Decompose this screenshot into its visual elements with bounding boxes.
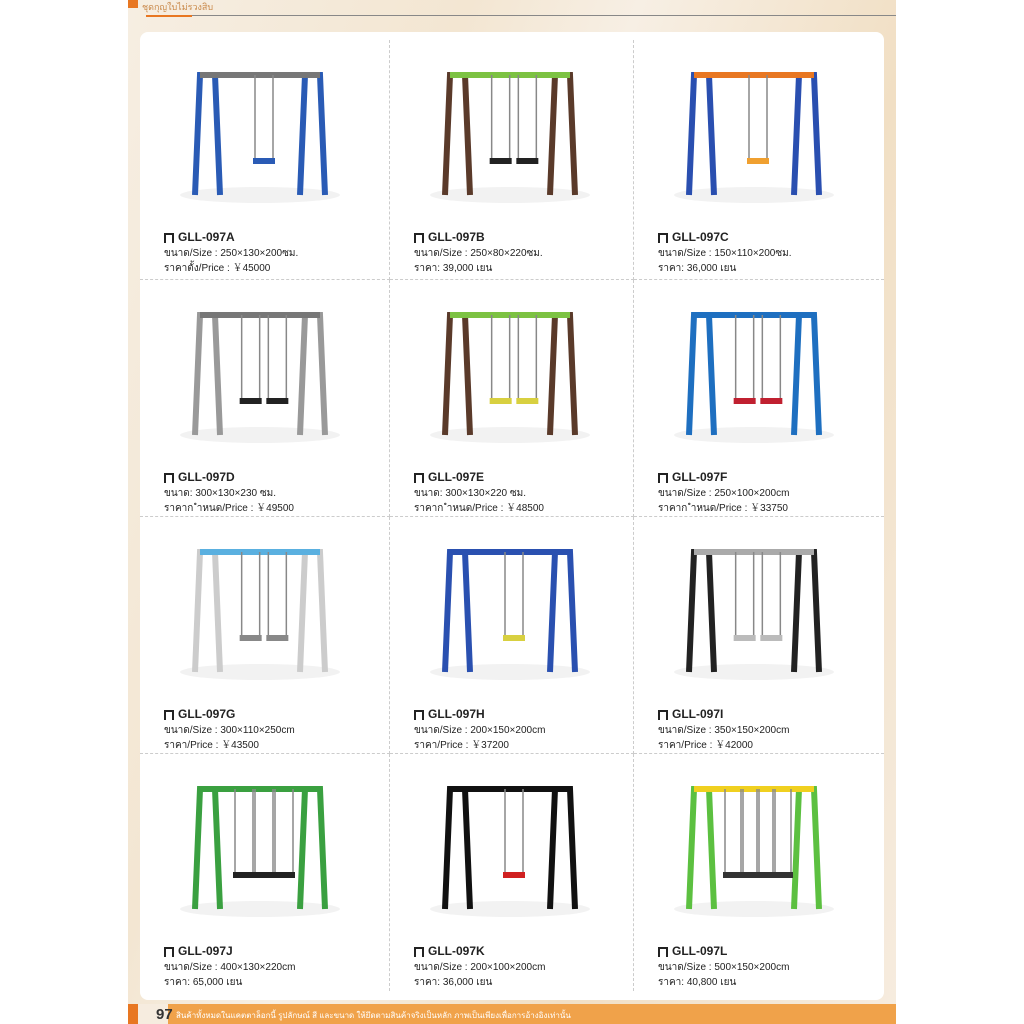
- product-info: [414, 470, 544, 516]
- swing-icon: [414, 710, 424, 720]
- product-code: GLL-097K: [428, 944, 485, 958]
- product-code: GLL-097D: [178, 470, 235, 484]
- product-price: ราคาก ําหนด/Price : ￥33750: [658, 503, 788, 514]
- product-code: GLL-097B: [428, 230, 485, 244]
- product-code: GLL-097F: [672, 470, 728, 484]
- swing-image: [664, 290, 844, 450]
- header-divider: [146, 15, 896, 16]
- product-card: [140, 32, 884, 1000]
- product-item: [140, 40, 390, 280]
- swing-icon: [658, 947, 668, 957]
- product-item: [634, 754, 884, 991]
- product-price: ราคา/Price : ￥37200: [414, 740, 509, 751]
- product-size: ขนาด/Size : 150×110×200ซม.: [658, 248, 792, 259]
- product-info: [414, 707, 545, 753]
- swing-icon: [658, 710, 668, 720]
- swing-image: [170, 290, 350, 450]
- swing-icon: [658, 473, 668, 483]
- swing-image: [420, 50, 600, 210]
- catalog-page: [128, 0, 896, 1024]
- product-size: ขนาด/Size : 200×100×200cm: [414, 962, 546, 973]
- product-info: [414, 230, 543, 276]
- product-size: ขนาด: 300×130×220 ซม.: [414, 488, 527, 499]
- swing-image: [420, 764, 600, 924]
- swing-image: [664, 527, 844, 687]
- product-code: GLL-097H: [428, 707, 485, 721]
- product-price: ราคา/Price : ￥43500: [164, 740, 259, 751]
- product-price: ราคา: 36,000 เยน: [658, 263, 737, 274]
- product-info: [164, 944, 295, 990]
- product-item: [634, 517, 884, 754]
- footer: [128, 1004, 896, 1024]
- product-item: [140, 280, 390, 517]
- product-size: ขนาด/Size : 250×80×220ซม.: [414, 248, 543, 259]
- swing-icon: [164, 947, 174, 957]
- product-size: ขนาด/Size : 250×130×200ซม.: [164, 248, 299, 259]
- product-item: [140, 517, 390, 754]
- product-price: ราคา: 65,000 เยน: [164, 977, 243, 988]
- header-title: ชุดกุญใบไม่รวงสิบ: [142, 2, 214, 12]
- product-info: [658, 944, 789, 990]
- product-grid: [140, 40, 884, 991]
- product-price: ราคาตั้ง/Price : ￥45000: [164, 263, 271, 274]
- swing-icon: [164, 233, 174, 243]
- product-code: GLL-097E: [428, 470, 485, 484]
- product-item: [390, 280, 634, 517]
- product-code: GLL-097C: [672, 230, 729, 244]
- swing-image: [420, 527, 600, 687]
- product-size: ขนาด/Size : 250×100×200cm: [658, 488, 790, 499]
- product-code: GLL-097J: [178, 944, 233, 958]
- product-size: ขนาด/Size : 350×150×200cm: [658, 725, 790, 736]
- swing-image: [170, 764, 350, 924]
- product-size: ขนาด/Size : 300×110×250cm: [164, 725, 295, 736]
- header-marker: [128, 0, 138, 8]
- product-code: GLL-097G: [178, 707, 236, 721]
- swing-icon: [164, 473, 174, 483]
- swing-image: [664, 50, 844, 210]
- swing-icon: [414, 473, 424, 483]
- product-code: GLL-097A: [178, 230, 235, 244]
- product-info: [658, 707, 789, 753]
- product-size: ขนาด/Size : 400×130×220cm: [164, 962, 296, 973]
- product-item: [390, 40, 634, 280]
- product-item: [140, 754, 390, 991]
- product-price: ราคา: 40,800 เยน: [658, 977, 737, 988]
- product-item: [634, 40, 884, 280]
- product-price: ราคาก ําหนด/Price : ￥48500: [414, 503, 544, 514]
- swing-image: [170, 527, 350, 687]
- footer-note: สินค้าทั้งหมดในแคตตาล็อกนี้ รูปลักษณ์ สี และขนาด ให้ยึดตามสินค้าจริงเป็นหลัก ภาพเป็นเพียงเพื่อการอ้างอิงเท่านั้น: [176, 1011, 571, 1020]
- swing-icon: [164, 710, 174, 720]
- product-info: [164, 470, 294, 516]
- product-size: ขนาด/Size : 500×150×200cm: [658, 962, 790, 973]
- product-info: [414, 944, 545, 990]
- product-price: ราคา: 36,000 เยน: [414, 977, 493, 988]
- product-size: ขนาด: 300×130×230 ซม.: [164, 488, 277, 499]
- product-code: GLL-097L: [672, 944, 728, 958]
- header-accent: [146, 15, 192, 17]
- product-price: ราคา/Price : ￥42000: [658, 740, 753, 751]
- product-info: [164, 707, 295, 753]
- swing-icon: [414, 233, 424, 243]
- page-number: 97: [128, 1004, 168, 1024]
- product-info: [164, 230, 298, 276]
- swing-icon: [414, 947, 424, 957]
- product-size: ขนาด/Size : 200×150×200cm: [414, 725, 546, 736]
- product-item: [390, 754, 634, 991]
- product-code: GLL-097I: [672, 707, 724, 721]
- product-item: [634, 280, 884, 517]
- swing-image: [170, 50, 350, 210]
- product-info: [658, 470, 789, 516]
- product-price: ราคา: 39,000 เยน: [414, 263, 493, 274]
- product-price: ราคาก ําหนด/Price : ￥49500: [164, 503, 294, 514]
- swing-image: [420, 290, 600, 450]
- product-item: [390, 517, 634, 754]
- product-info: [658, 230, 792, 276]
- swing-icon: [658, 233, 668, 243]
- swing-image: [664, 764, 844, 924]
